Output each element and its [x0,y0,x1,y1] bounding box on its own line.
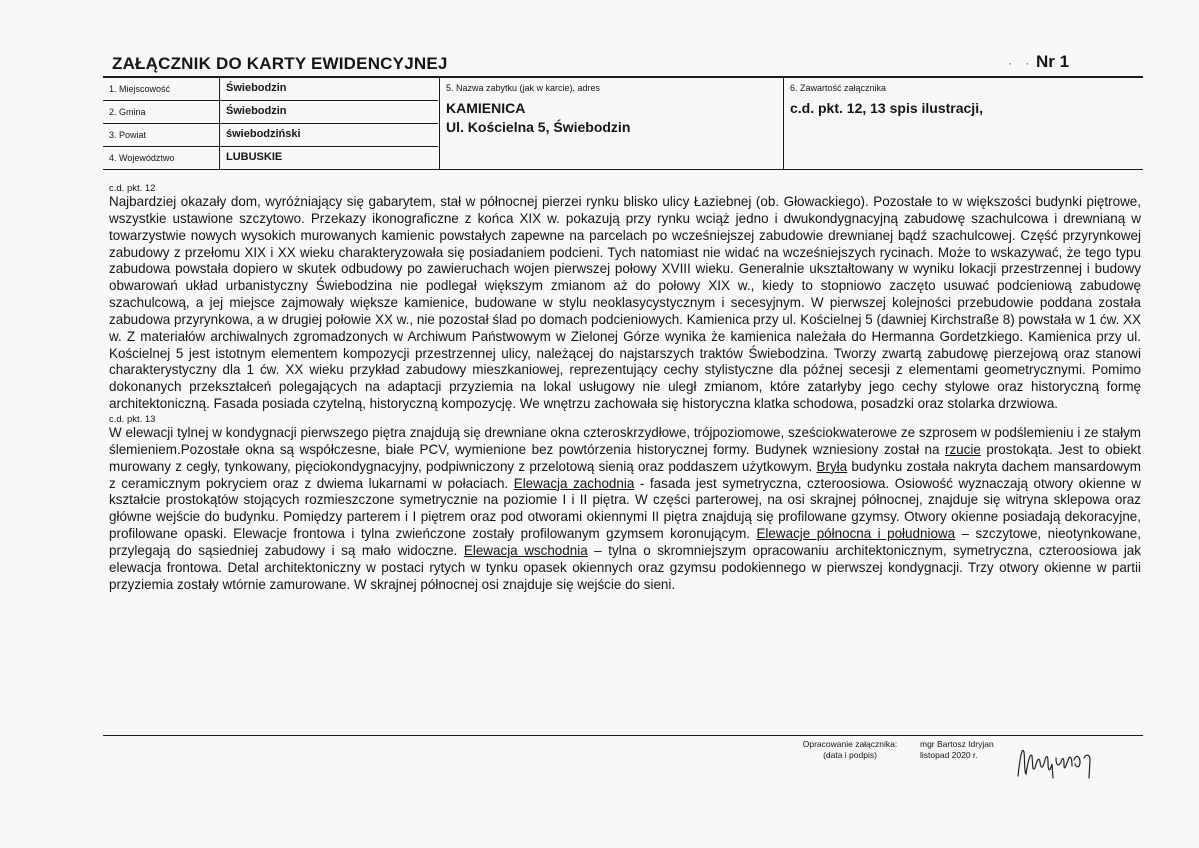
signature-image [1012,738,1102,788]
underlined-term: rzucie [944,441,981,457]
section-text: Najbardziej okazały dom, wyróżniający się gabarytem, stał w północnej pierzei rynku blisko ulicy Łaziebnej (ob. Głowackiego). Pozostałe to w większości budynki piętrowe, wszystkie ustawione szczytowo. Przekazy ikonograficzne z końca XIX w. pokazują przy rynku wciąż jedno i dwukondygnacyjną zabudowę szachulcowa i drewnianą w towarzystwie nowych wysokich murowanych kamienic powstałych zapewne na parcelach po wcześniejszej zabudowie drewnianej bądź szachulcowej. Część przyrynkowej zabudowy z przełomu XIX i XX wieku charakteryzowała się posiadaniem podcieni. Tych natomiast nie widać na wcześniejszych rycinach. Może to wskazywać, że tego typu zabudowa powstała dopiero w skutek odbudowy po zawieruchach wojen pierwszej połowy XVIII wieku. Generalnie ukształtowany w wyniku lokacji przestrzennej i budowy obwarowań układ urbanistyczny Świebodzina nie podlegał większym zmianom aż do połowy XIX w., kiedy to stopniowo zaczęto usuwać podcieniową zabudowę szachulcową, a jej miejsce zajmowały większe kamienice, budowane w stylu neoklasycystycznym i secesyjnym. W pierwszej kolejności przebudowie poddana została zabudowa przyrynkowa, a w drugiej połowie XX w., nie pozostał ślad po domach podcieniowych. Kamienica przy ul. Kościelnej 5 (dawniej Kirchstraße 8) powstała w 1 ćw. XX w. Z materiałów archiwalnych zgromadzonych w Archiwum Państwowym w Zielonej Górze wynika że kamienica należała do Hermanna Gordetzkiego. Kamienica przy ul. Kościelnej 5 jest istotnym elementem kompozycji przestrzennej ulicy, należącej do najstarszych traktów Świebodzina. Tworzy zwartą zabudowę pierzejową oraz stanowi charakterystyczny dla 1 ćw. XX wieku przykład zabudowy mieszkaniowej, reprezentujący cechy stylistyczne dla późnej secesji z elementami geometrycznymi. Pomimo dokonanych przekształceń polegających na adaptacji przyziemia na lokal usługowy nie uległ zmianom, które zatarłyby jego cechy stylowe oraz historyczną formę architektoniczną. Fasada posiada czytelną, historyczną kompozycję. We wnętrzu zachowała się historyczna klatka schodowa, posadzki oraz stolarka drzwiowa. [109,194,1141,412]
prepared-label: Opracowanie załącznika: [802,739,898,749]
section-heading: c.d. pkt. 12 [109,183,156,194]
field-value: świebodziński [226,128,301,140]
prepared-caption [790,739,910,761]
contents-cell [783,78,1144,169]
field-value: Świebodzin [226,82,287,94]
monument-name: KAMIENICA [446,100,526,116]
document-body [109,182,1141,593]
underlined-term: Bryła [816,458,848,474]
monument-cell [439,78,783,169]
field-label: 2. Gmina [109,107,146,117]
author-date: listopad 2020 r. [920,750,978,760]
author-name: mgr Bartosz Idryjan [920,739,994,749]
contents-value: c.d. pkt. 12, 13 spis ilustracji, [790,100,983,116]
text-run: W elewacji tylnej w kondygnacji pierwszego piętra znajdują się drewniane okna czteroskrzydłowe, trójpoziomowe, sześciokwaterowe ze szprosem w podślemieniu i ze stałym ślemieniem.Pozostałe okna są współczesne, białe PCV, wymienione bez powtórzenia historycznej formy. Budynek wzniesiony został na [109,424,1141,457]
section-text [109,425,1141,593]
section-heading: c.d. pkt. 13 [109,413,156,425]
bottom-rule [103,735,1143,736]
text-run: – szczytowe, nieotynkowane, przylegają do sąsiedniej zabudowy i są mało widoczne. [109,526,1142,558]
author-block [920,739,994,761]
contents-label: 6. Zawartość załącznika [790,83,887,93]
underlined-term: Elewacje północna i południowa [756,526,956,542]
field-row-gmina [103,101,438,124]
monument-address: Ul. Kościelna 5, Świebodzin [446,119,631,135]
prepared-sublabel: (data i podpis) [823,750,877,760]
field-row-miejscowosc [103,78,438,101]
header-table [103,78,1143,170]
text-run: – tylna o skromniejszym opracowaniu architektonicznym, symetryczna, czteroosiowa jak elewacja frontowa. Detal architektoniczny w postaci rytych w tynku opasek okiennych oraz gzymsu podokiennego w pierwszej kondygnacji. Trzy otwory okienne w partii przyziemia zostały wtórnie zamurowane. W skrajnej północnej osi znajduje się wejście do sieni. [109,542,1141,592]
location-fields [103,78,438,169]
field-label: 1. Miejscowość [109,84,171,94]
number-marks: · · [1008,56,1030,70]
text-run: - fasada jest symetryczna, czteroosiowa. Osiowość wyznaczają otwory okienne w kształcie prostokątów stojących rozmieszczone symetrycznie na poziomie I i II piętra. W części parterowej, na osi skrajnej północnej, znajduje się witryna sklepowa oraz główne wejście do budynku. Pomiędzy parterem i I piętrem oraz pod otworami okiennymi II piętra znajdują się profilowane gzymsy. Otwory okienne posiadają dekoracyjne, profilowane opaski. Elewacje frontowa i tylna zwieńczone zostały profilowanym gzymsem koronującym. [109,475,1141,542]
field-value: Świebodzin [226,105,287,117]
field-label: 4. Województwo [109,153,175,163]
underlined-term: Elewacja zachodnia [513,475,635,491]
document-number: Nr 1 [1036,52,1070,71]
monument-label: 5. Nazwa zabytku (jak w karcie), adres [446,83,601,93]
field-row-powiat [103,124,438,147]
underlined-term: Elewacja wschodnia [463,542,588,558]
field-value: LUBUSKIE [226,151,283,163]
text-run: prostokąta. Jest to obiekt murowany z cegły, tynkowany, pięciokondygnacyjny, podpiwniczony z przelotową sienią oraz poddaszem użytkowym. [109,441,1141,474]
field-row-wojewodztwo [103,147,438,169]
document-title: ZAŁĄCZNIK DO KARTY EWIDENCYJNEJ [112,54,448,73]
text-run: budynku została nakryta dachem mansardowym z ceramicznym pokryciem oraz z dwiema lukarnami w połaciach. [109,458,1141,491]
field-label: 3. Powiat [109,130,147,140]
